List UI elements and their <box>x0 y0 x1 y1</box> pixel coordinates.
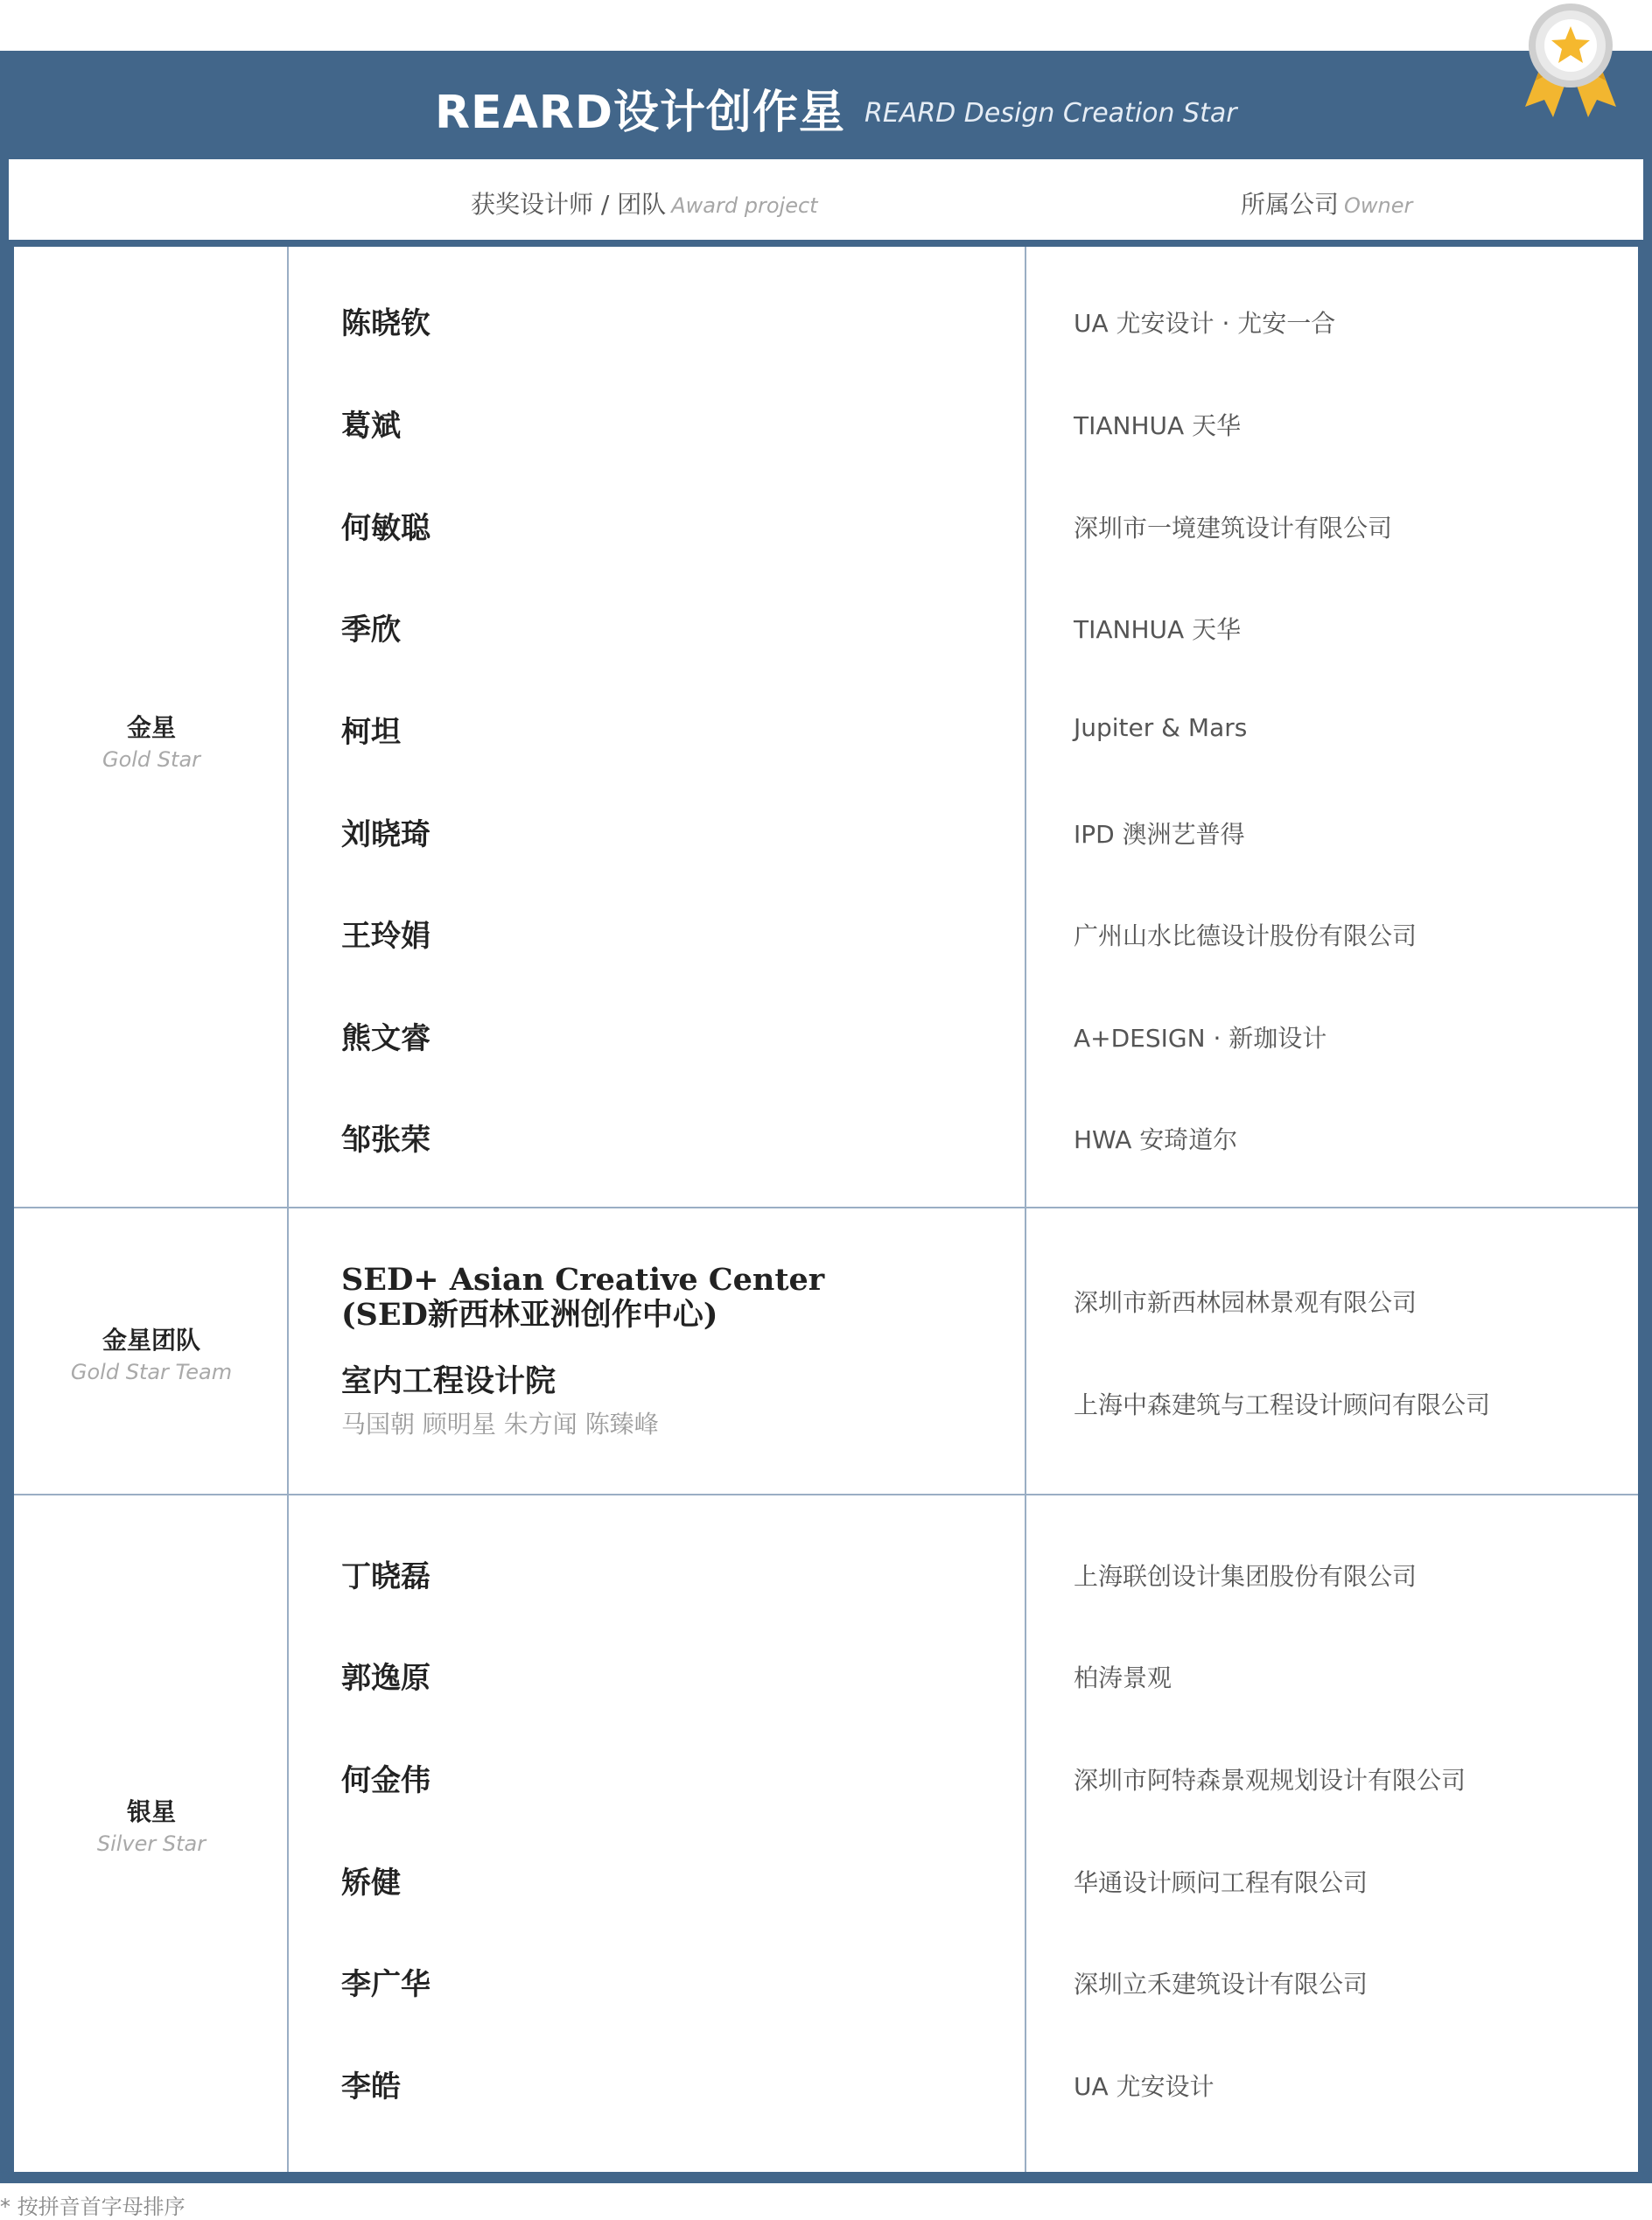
sort-footnote: * 按拼音首字母排序 <box>0 2195 186 2219</box>
divider-company <box>1025 247 1026 2172</box>
awards-table <box>14 247 1638 2172</box>
designer-name: 丁晓磊 <box>341 1559 430 1594</box>
company-name: 深圳市新西林园林景观有限公司 <box>1074 1288 1418 1317</box>
divider-gold-team <box>14 1207 1638 1208</box>
designer-name: 李皓 <box>341 2069 401 2104</box>
company-name: HWA 安琦道尔 <box>1074 1125 1238 1154</box>
company-name: TIANHUA 天华 <box>1074 411 1242 440</box>
company-name: 柏涛景观 <box>1074 1663 1172 1692</box>
designer-name: 刘晓琦 <box>341 817 430 852</box>
designer-name: 何敏聪 <box>341 511 430 546</box>
company-name: 深圳立禾建筑设计有限公司 <box>1074 1970 1368 1999</box>
designer-name: 葛斌 <box>341 409 401 444</box>
column-header-project <box>471 186 818 221</box>
company-name: A+DESIGN · 新珈设计 <box>1074 1024 1327 1053</box>
company-name: UA 尤安设计 <box>1074 2072 1214 2101</box>
category-label-en: Silver Star <box>96 1831 206 1856</box>
company-name: UA 尤安设计 · 尤安一合 <box>1074 309 1336 338</box>
company-name: Jupiter & Mars <box>1074 713 1248 742</box>
page-subtitle: REARD Design Creation Star <box>864 98 1237 129</box>
designer-name: 何金伟 <box>341 1763 430 1798</box>
column-header-project-en: Award project <box>671 193 818 218</box>
team-members: 马国朝 顾明星 朱方闻 陈臻峰 <box>341 1410 659 1439</box>
designer-name: 邹张荣 <box>341 1123 430 1158</box>
column-header-owner-cn: 所属公司 <box>1241 190 1340 219</box>
team-name-line1: SED+ Asian Creative Center <box>341 1262 825 1298</box>
designer-name: 郭逸原 <box>341 1661 430 1696</box>
category-gold-star <box>14 709 289 772</box>
designer-name: 王玲娟 <box>341 919 430 954</box>
category-label-cn: 银星 <box>126 1797 176 1826</box>
company-name: IPD 澳洲艺普得 <box>1074 820 1245 849</box>
team-name-line2: (SED新西林亚洲创作中心) <box>341 1297 718 1333</box>
designer-name: 陈晓钦 <box>341 306 430 341</box>
category-silver-star <box>14 1793 289 1856</box>
award-medal-icon <box>1518 0 1623 123</box>
company-name: 广州山水比德设计股份有限公司 <box>1074 921 1418 950</box>
column-header-project-cn: 获奖设计师 / 团队 <box>471 190 667 219</box>
team-name: 室内工程设计院 <box>341 1363 556 1399</box>
designer-name: 熊文睿 <box>341 1021 430 1056</box>
column-header-owner <box>1241 186 1412 221</box>
company-name: 上海中森建筑与工程设计顾问有限公司 <box>1074 1390 1491 1419</box>
designer-name: 柯坦 <box>341 715 401 750</box>
company-name: 华通设计顾问工程有限公司 <box>1074 1868 1368 1897</box>
company-name: 深圳市阿特森景观规划设计有限公司 <box>1074 1766 1466 1795</box>
category-gold-star-team <box>14 1321 289 1384</box>
category-label-cn: 金星团队 <box>102 1326 200 1355</box>
company-name: TIANHUA 天华 <box>1074 615 1242 644</box>
divider-category <box>287 247 289 2172</box>
company-name: 上海联创设计集团股份有限公司 <box>1074 1562 1418 1591</box>
category-label-en: Gold Star <box>102 747 201 772</box>
page-title: REARD设计创作星 <box>435 87 846 139</box>
category-label-en: Gold Star Team <box>70 1360 233 1384</box>
designer-name: 矫健 <box>341 1866 401 1901</box>
designer-name: 季欣 <box>341 613 401 648</box>
divider-silver <box>14 1494 1638 1495</box>
category-label-cn: 金星 <box>126 713 176 742</box>
designer-name: 李广华 <box>341 1967 430 2002</box>
company-name: 深圳市一境建筑设计有限公司 <box>1074 514 1393 543</box>
column-header-owner-en: Owner <box>1344 193 1413 218</box>
column-header-row <box>9 159 1643 240</box>
